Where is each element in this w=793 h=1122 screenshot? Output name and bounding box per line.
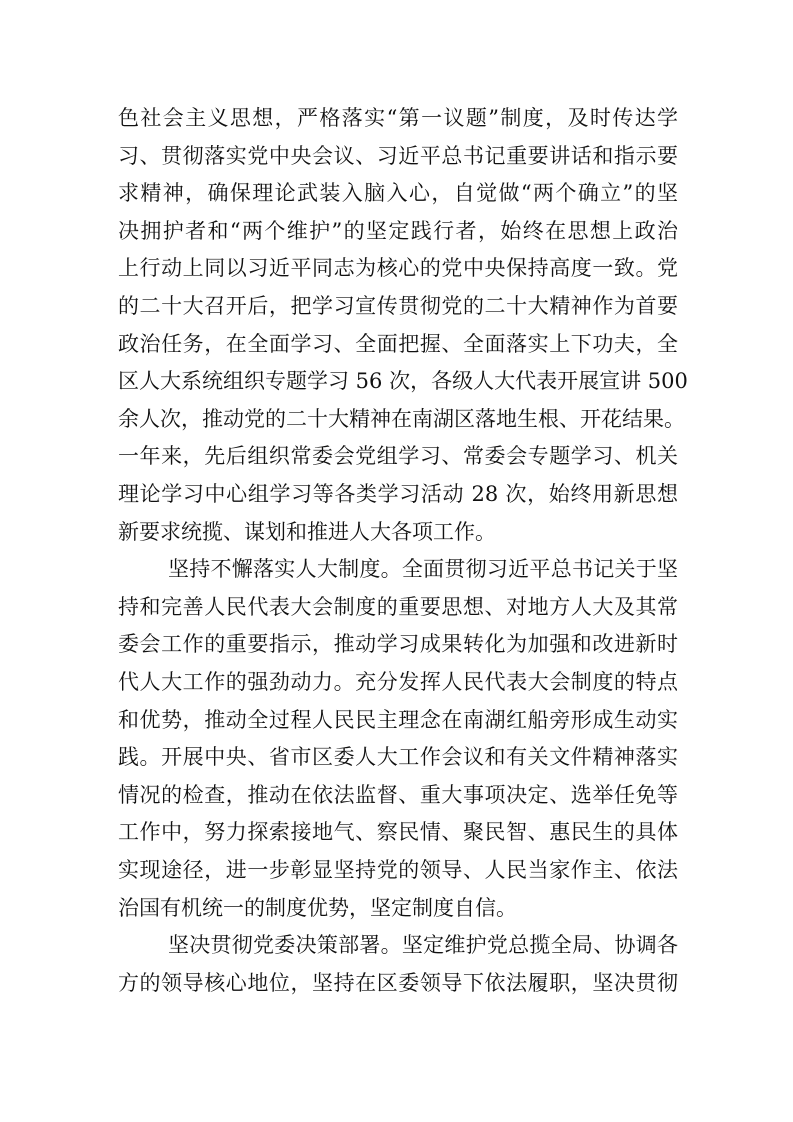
paragraph-line: 理论学习中心组学习等各类学习活动 28 次，始终用新思想 — [118, 482, 678, 506]
paragraph-line: 色社会主义思想，严格落实“第一议题”制度，及时传达学 — [118, 106, 678, 130]
paragraph-line: 习、贯彻落实党中央会议、习近平总书记重要讲话和指示要 — [118, 143, 678, 168]
paragraph-line: 求精神，确保理论武装入脑入心，自觉做“两个确立”的坚 — [118, 181, 678, 206]
paragraph-line: 治国有机统一的制度优势，坚定制度自信。 — [118, 895, 517, 920]
paragraph-line: 和优势，推动全过程人民民主理念在南湖红船旁形成生动实 — [118, 707, 678, 732]
paragraph-line: 的二十大召开后，把学习宣传贯彻党的二十大精神作为首要 — [118, 294, 678, 318]
paragraph-line: 区人大系统组织专题学习 56 次，各级人大代表开展宣讲 500 — [118, 369, 688, 394]
paragraph-line: 坚持不懈落实人大制度。全面贯彻习近平总书记关于坚 — [168, 557, 678, 582]
paragraph-line: 工作中，努力探索接地气、察民情、聚民智、惠民生的具体 — [118, 820, 678, 845]
paragraph-line: 一年来，先后组织常委会党组学习、常委会专题学习、机关 — [118, 444, 678, 469]
paragraph-line: 决拥护者和“两个维护”的坚定践行者，始终在思想上政治 — [118, 218, 678, 243]
paragraph-line: 持和完善人民代表大会制度的重要思想、对地方人大及其常 — [118, 594, 678, 619]
paragraph-line: 新要求统揽、谋划和推进人大各项工作。 — [118, 519, 496, 544]
paragraph-line: 委会工作的重要指示，推动学习成果转化为加强和改进新时 — [118, 632, 678, 657]
paragraph-line: 上行动上同以习近平同志为核心的党中央保持高度一致。党 — [118, 256, 678, 281]
paragraph-line: 方的领导核心地位，坚持在区委领导下依法履职，坚决贯彻 — [118, 970, 678, 995]
paragraph-line: 实现途径，进一步彰显坚持党的领导、人民当家作主、依法 — [118, 858, 678, 882]
paragraph-line: 政治任务，在全面学习、全面把握、全面落实上下功夫，全 — [118, 331, 678, 356]
paragraph-line: 代人大工作的强劲动力。充分发挥人民代表大会制度的特点 — [118, 670, 678, 694]
paragraph-line: 余人次，推动党的二十大精神在南湖区落地生根、开花结果。 — [118, 406, 685, 431]
paragraph-line: 情况的检查，推动在依法监督、重大事项决定、选举任免等 — [118, 782, 678, 807]
paragraph-line: 坚决贯彻党委决策部署。坚定维护党总揽全局、协调各 — [168, 933, 678, 958]
paragraph-line: 践。开展中央、省市区委人大工作会议和有关文件精神落实 — [118, 745, 678, 770]
